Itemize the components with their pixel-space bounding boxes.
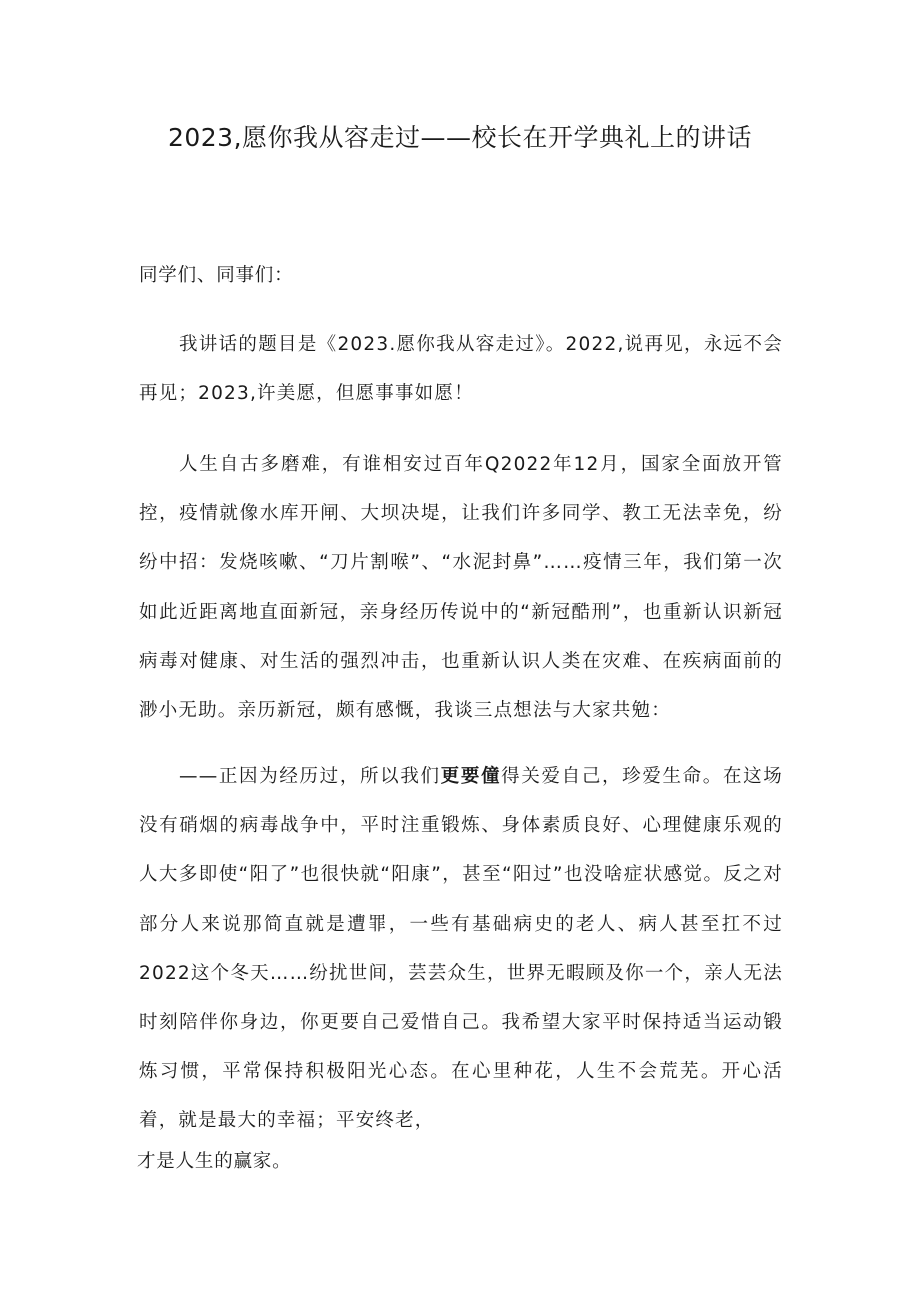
paragraph-3-rest: 得关爱自己，珍爱生命。在这场没有硝烟的病毒战争中，平时注重锻炼、身体素质良好、心理健康乐观的人大多即使“阳了”也很快就“阳康”，甚至“阳过”也没啥症状感觉。反之对部分人来说那简直就是遭罪，一些有基础病史的老人、病人甚至扛不过2022这个冬天……纷扰世间，芸芸众生，世界无暇顾及你一个，亲人无法时刻陪伴你身边，你更要自己爱惜自己。我希望大家平时保持适当运动锻炼习惯，平常保持积极阳光心态。在心里种花，人生不会荒芜。开心活着，就是最大的幸福；平安终老， [139,766,783,1132]
paragraph-2: 人生自古多磨难，有谁相安过百年Q2022年12月，国家全面放开管控，疫情就像水库开闸、大坝决堤，让我们许多同学、教工无法幸免，纷纷中招：发烧咳嗽、“刀片割喉”、“水泥封鼻”……疫情三年，我们第一次如此近距离地直面新冠，亲身经历传说中的“新冠酷刑”，也重新认识新冠病毒对健康、对生活的强烈冲击，也重新认识人类在灾难、在疾病面前的渺小无助。亲历新冠，颇有感慨，我谈三点想法与大家共勉： [139,454,783,722]
paragraph-3-lead: ——正因为经历过，所以我们 [179,766,441,787]
salutation: 同学们、同事们： [139,265,294,286]
paragraph-1: 我讲话的题目是《2023.愿你我从容走过》。2022,说再见，永远不会再见；2023,许美愿，但愿事事如愿！ [139,334,783,405]
closing-line: 才是人生的赢家。 [137,1151,292,1172]
paragraph-3-bold-text: 更要僮 [440,766,502,787]
paragraph-3 [139,752,783,1146]
document-title: 2023,愿你我从容走过——校长在开学典礼上的讲话 [167,123,753,152]
